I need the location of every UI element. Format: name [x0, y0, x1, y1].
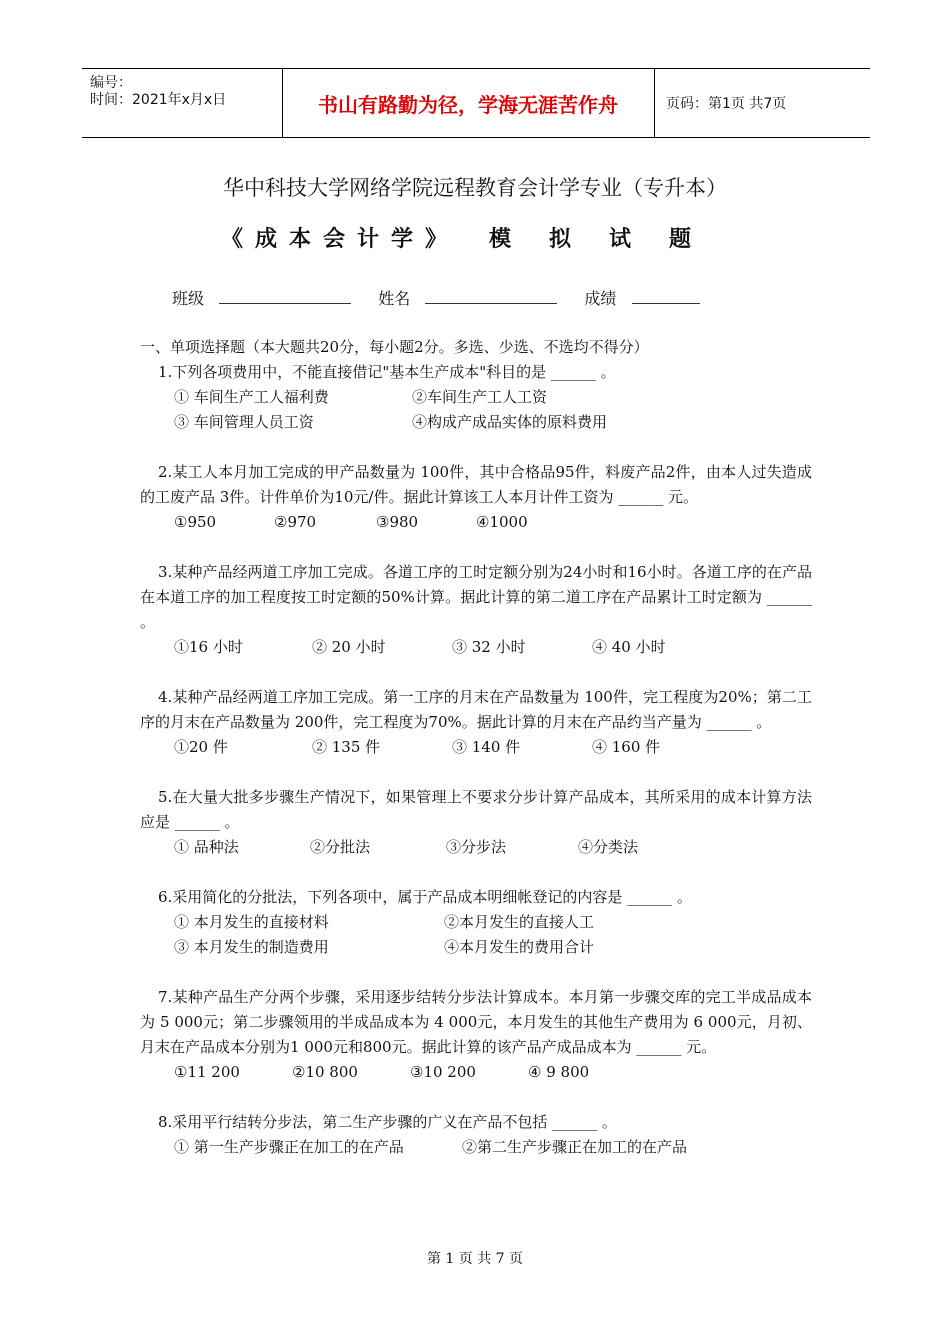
option-3: ③10 200	[410, 1063, 476, 1081]
question-4	[140, 685, 812, 760]
option-4: ④ 160 件	[592, 738, 661, 756]
option-1: ①11 200	[174, 1063, 240, 1081]
option-4: ④ 9 800	[528, 1063, 590, 1081]
question-options	[140, 385, 812, 410]
option-4: ④本月发生的费用合计	[444, 938, 595, 956]
name-label: 姓名	[378, 289, 411, 308]
question-stem: 8.采用平行结转分步法，第二生产步骤的广义在产品不包括 ______ 。	[158, 1113, 617, 1131]
option-2: ②分批法	[310, 838, 371, 856]
option-1: ① 第一生产步骤正在加工的在产品	[174, 1138, 404, 1156]
question-options	[140, 635, 812, 660]
question-stem: 4.某种产品经两道工序加工完成。第一工序的月末在产品数量为 100件，完工程度为20%；第二工序的月末在产品数量为 200件，完工程度为70%。据此计算的月末在产品约当产量为 ______ 。	[140, 688, 812, 731]
option-3: ③ 140 件	[452, 738, 521, 756]
subtitle-book: 《成本会计学》	[220, 226, 459, 252]
option-1: ① 车间生产工人福利费	[174, 388, 329, 406]
class-blank	[219, 289, 351, 304]
option-4: ④ 40 小时	[592, 638, 666, 656]
question-options	[140, 410, 812, 435]
question-7	[140, 985, 812, 1085]
question-stem: 2.某工人本月加工完成的甲产品数量为 100件，其中合格品95件，料废产品2件，由本人过失造成的工废产品 3件。计件单价为10元/件。据此计算该工人本月计件工资为 ______ 元。	[140, 463, 812, 506]
score-blank	[632, 289, 700, 304]
option-1: ① 本月发生的直接材料	[174, 913, 329, 931]
page-footer: 第 1 页 共 7 页	[426, 1251, 524, 1267]
score-label: 成绩	[584, 289, 617, 308]
question-stem: 5.在大量大批多步骤生产情况下，如果管理上不要求分步计算产品成本，其所采用的成本计算方法应是 ______ 。	[140, 788, 812, 831]
option-1: ①950	[174, 513, 217, 531]
header-page-info: 页码：第1页 共7页	[666, 96, 787, 112]
option-2: ②车间生产工人工资	[412, 388, 548, 406]
option-2: ②第二生产步骤正在加工的在产品	[462, 1138, 688, 1156]
question-options	[140, 1060, 812, 1085]
exam-body	[140, 335, 812, 1160]
header-motto: 书山有路勤为径，学海无涯苦作舟	[282, 69, 655, 137]
header-number: 编号：	[90, 75, 132, 91]
question-5	[140, 785, 812, 860]
question-1	[140, 360, 812, 435]
question-stem: 1.下列各项费用中，不能直接借记"基本生产成本"科目的是 ______ 。	[158, 363, 616, 381]
option-1: ①20 件	[174, 738, 228, 756]
option-3: ③ 车间管理人员工资	[174, 413, 314, 431]
name-blank	[425, 289, 557, 304]
subtitle-rest: 模拟试题	[489, 226, 730, 252]
question-8	[140, 1110, 812, 1160]
option-3: ③980	[376, 513, 419, 531]
header-time: 时间：2021年x月x日	[90, 92, 227, 108]
option-1: ①16 小时	[174, 638, 243, 656]
question-stem: 6.采用简化的分批法，下列各项中，属于产品成本明细帐登记的内容是 ______ 。	[158, 888, 692, 906]
option-3: ③ 32 小时	[452, 638, 526, 656]
question-6	[140, 885, 812, 960]
question-options	[140, 1135, 812, 1160]
question-options	[140, 935, 812, 960]
option-2: ②本月发生的直接人工	[444, 913, 595, 931]
question-3	[140, 560, 812, 660]
student-info-row	[172, 286, 700, 309]
question-2	[140, 460, 812, 535]
option-2: ②970	[274, 513, 317, 531]
option-4: ④构成产成品实体的原料费用	[412, 413, 608, 431]
question-options	[140, 835, 812, 860]
question-stem: 7.某种产品生产分两个步骤，采用逐步结转分步法计算成本。本月第一步骤交库的完工半成品成本为 5 000元；第二步骤领用的半成品成本为 4 000元，本月发生的其他生产费用为 6 000元，月初、月末在产品成本分别为1 000元和800元。据此计算的该产品产成品成本为 ______ 元。	[140, 988, 812, 1056]
question-options	[140, 510, 812, 535]
class-label: 班级	[172, 289, 205, 308]
header-meta	[82, 69, 283, 137]
option-2: ②10 800	[292, 1063, 358, 1081]
option-4: ④分类法	[578, 838, 639, 856]
question-stem: 3.某种产品经两道工序加工完成。各道工序的工时定额分别为24小时和16小时。各道工序的在产品在本道工序的加工程度按工时定额的50%计算。据此计算的第二道工序在产品累计工时定额为 ______ 。	[140, 563, 812, 631]
option-2: ② 135 件	[312, 738, 381, 756]
option-3: ③分步法	[446, 838, 507, 856]
option-1: ① 品种法	[174, 838, 239, 856]
option-2: ② 20 小时	[312, 638, 386, 656]
document-subtitle	[0, 222, 950, 253]
option-3: ③ 本月发生的制造费用	[174, 938, 329, 956]
document-title: 华中科技大学网络学院远程教育会计学专业（专升本）	[223, 176, 727, 200]
option-4: ④1000	[476, 513, 528, 531]
page-header	[82, 68, 870, 138]
question-options	[140, 735, 812, 760]
question-options	[140, 910, 812, 935]
section-heading: 一、单项选择题（本大题共20分，每小题2分。多选、少选、不选均不得分）	[140, 338, 649, 356]
